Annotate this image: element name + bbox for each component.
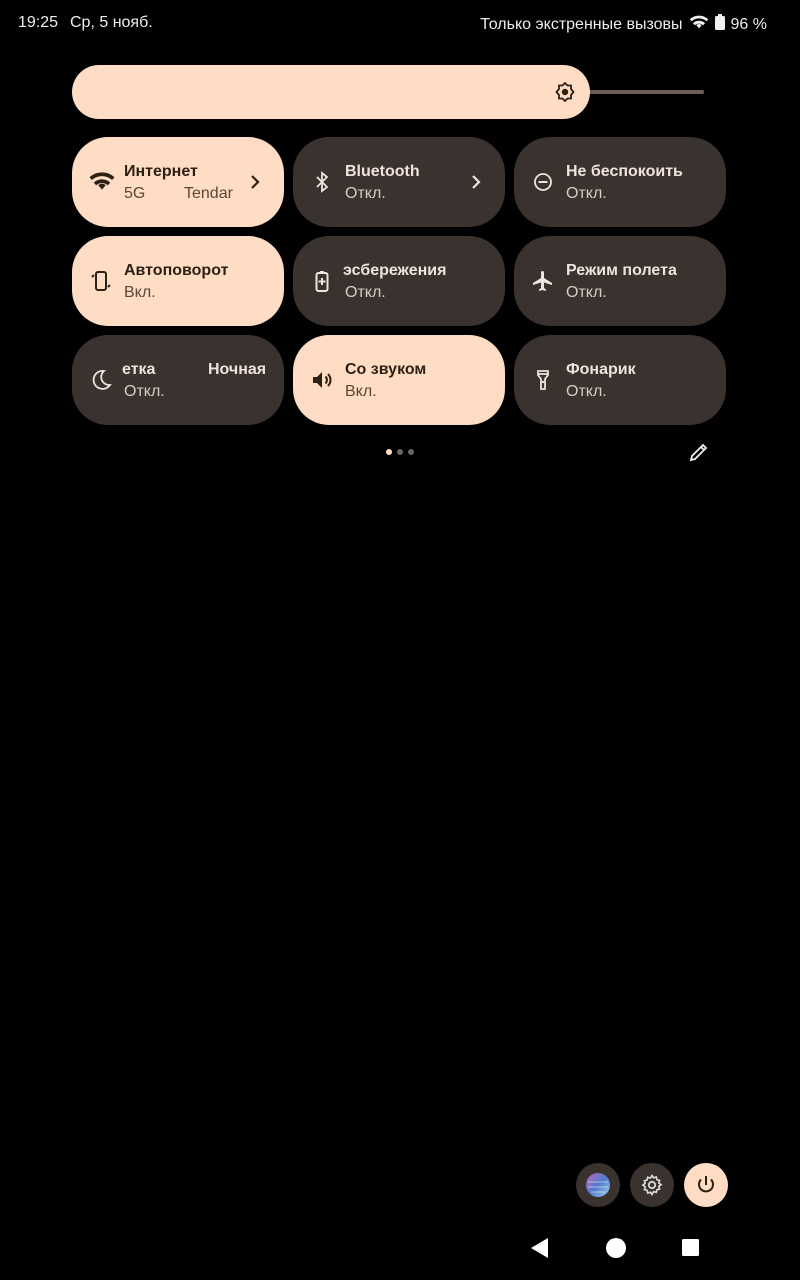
tile-sub: Откл. [345,185,386,202]
tile-sub: Откл. [566,284,607,301]
brightness-slider[interactable] [72,65,704,119]
status-bar [0,0,800,46]
tile-sub: Вкл. [124,284,156,301]
chevron-right-icon [464,170,488,194]
wifi-icon [689,14,709,35]
tile-title-part: Ночная [208,361,267,378]
home-circle-icon [596,1228,636,1268]
recents-square-icon [671,1228,711,1268]
tile-sound[interactable] [293,335,505,425]
gear-icon [640,1173,664,1197]
nav-recents-button[interactable] [671,1228,711,1268]
page-dot [408,449,414,455]
page-indicator [386,449,414,455]
tile-title: эсбережения [343,262,447,279]
power-icon [694,1173,718,1197]
tile-title: Фонарик [566,361,636,378]
tile-sub: Откл. [124,383,165,400]
status-right [480,14,767,35]
moon-icon [89,368,113,392]
tile-sub: Вкл. [345,383,377,400]
tile-auto-rotate[interactable] [72,236,284,326]
tile-title: Не беспокоить [566,163,683,180]
tile-title-part: етка [122,361,156,378]
battery-percent: 96 % [730,15,767,33]
tile-flashlight[interactable] [514,335,726,425]
nav-back-button[interactable] [520,1228,560,1268]
nav-home-button[interactable] [596,1228,636,1268]
tile-title-marquee [345,262,495,284]
page-dot [386,449,392,455]
battery-saver-icon [310,269,334,293]
brightness-track[interactable] [582,90,704,94]
tile-title: Автоповорот [124,262,229,279]
user-avatar-button[interactable] [576,1163,620,1207]
settings-button[interactable] [630,1163,674,1207]
tile-internet[interactable] [72,137,284,227]
tile-title: Bluetooth [345,163,420,180]
back-triangle-icon [520,1228,560,1268]
flashlight-icon [531,368,555,392]
tile-title: Режим полета [566,262,677,279]
bluetooth-icon [310,170,334,194]
tile-battery-saver[interactable] [293,236,505,326]
tile-sub: 5G [124,185,146,202]
brightness-fill[interactable] [72,65,590,119]
tile-title-marquee [122,361,267,383]
brightness-icon [553,80,577,104]
tile-sub-marquee [124,185,234,207]
tile-night-light[interactable] [72,335,284,425]
battery-icon [715,14,725,35]
tile-sub: Откл. [566,185,607,202]
edit-pencil-icon[interactable] [687,440,711,464]
auto-rotate-icon [89,269,113,293]
avatar-icon [585,1172,611,1198]
date: Ср, 5 нояб. [70,14,153,31]
tile-sub-network: Tendar [184,185,233,202]
chevron-right-icon [243,170,267,194]
tile-title: Со звуком [345,361,427,378]
network-status: Только экстренные вызовы [480,15,683,33]
volume-icon [310,368,334,392]
power-button[interactable] [684,1163,728,1207]
tile-sub: Откл. [566,383,607,400]
tile-do-not-disturb[interactable] [514,137,726,227]
tile-sub: Откл. [345,284,386,301]
page-dot [397,449,403,455]
clock: 19:25 [18,14,59,31]
tile-title: Интернет [124,163,198,180]
tile-airplane-mode[interactable] [514,236,726,326]
tile-bluetooth[interactable] [293,137,505,227]
wifi-icon [89,170,113,194]
airplane-icon [531,269,555,293]
dnd-icon [531,170,555,194]
